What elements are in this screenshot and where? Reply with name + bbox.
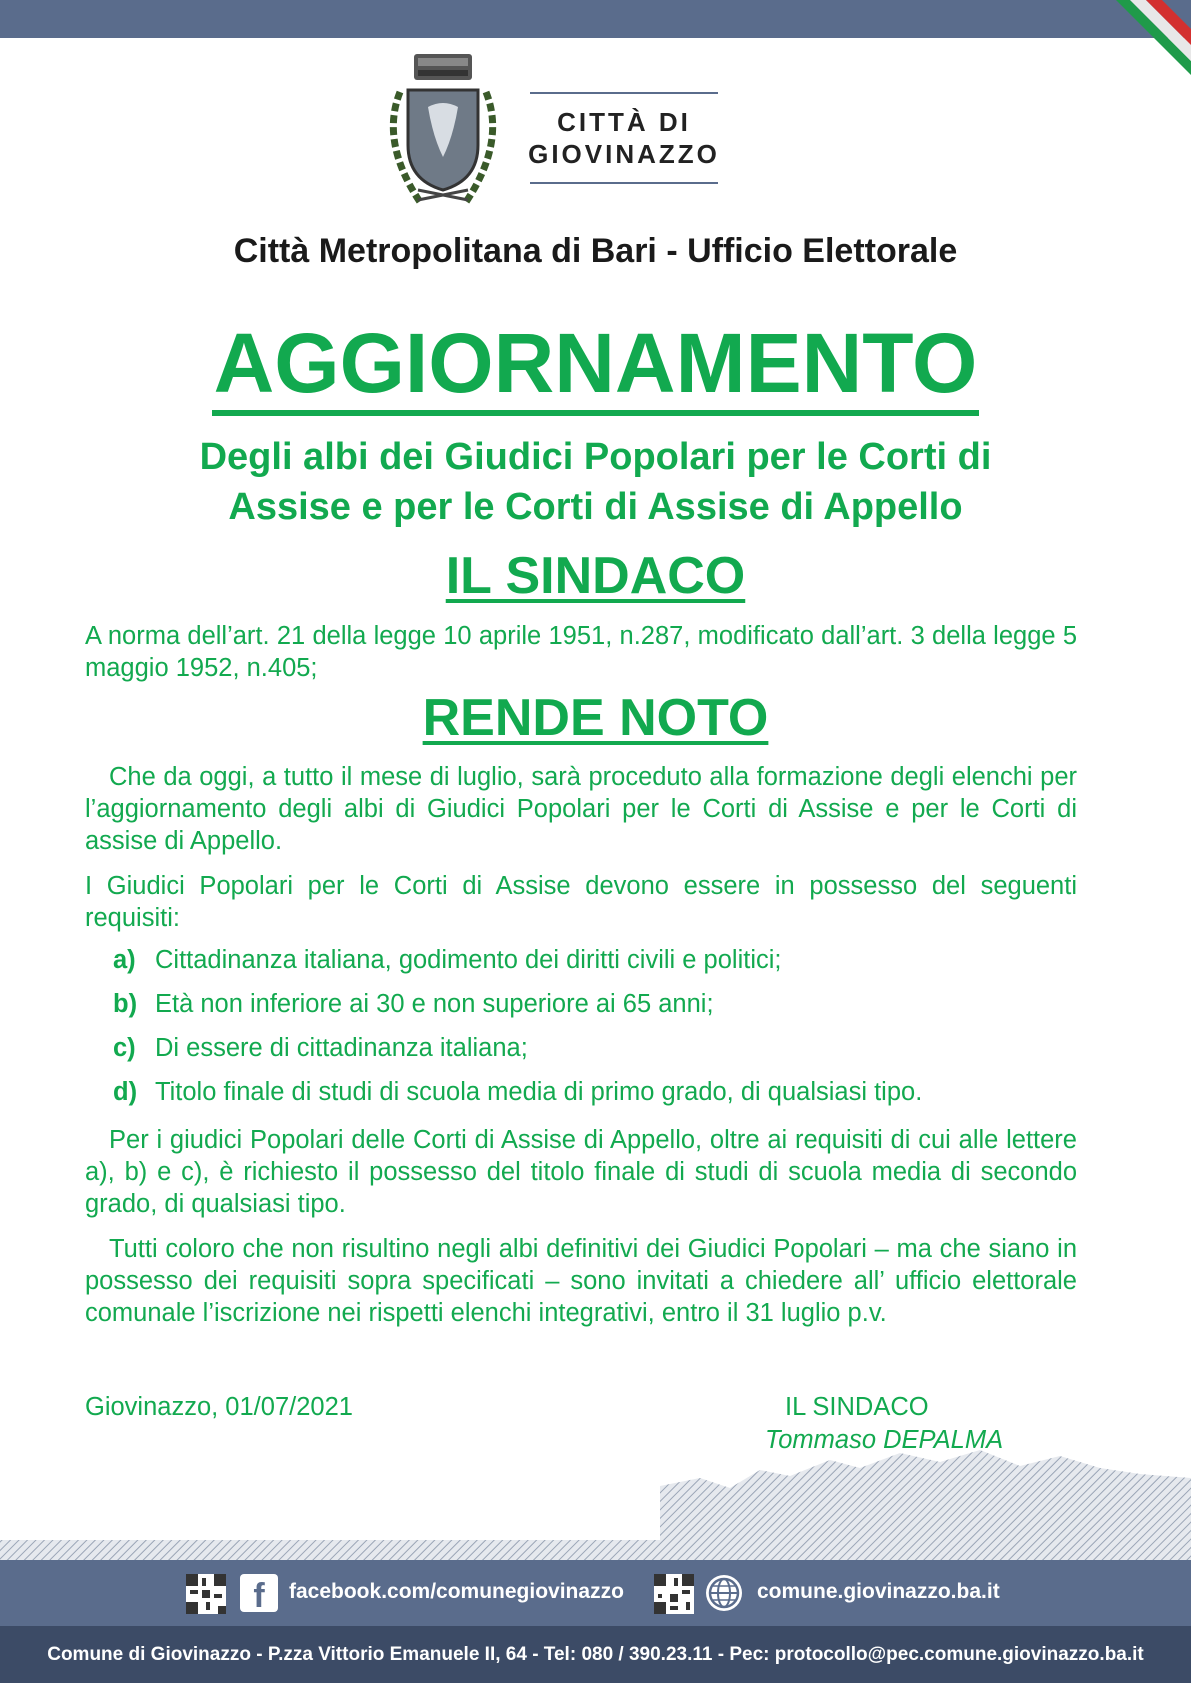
place-date: Giovinazzo, 01/07/2021: [85, 1393, 353, 1421]
crest-icon: [378, 52, 508, 212]
paragraph-1: Che da oggi, a tutto il mese di luglio, sarà proceduto alla formazione degli elenchi per l’aggiornamento degli albi di Giudici Popolari per le Corti di Assise e per le Corti di assise di Appello.: [85, 763, 1077, 855]
city-name-box: [530, 92, 718, 184]
paragraph-3: Per i giudici Popolari delle Corti di Assise di Appello, oltre ai requisiti di cui alle lettere a), b) e c), è richiesto il possesso del titolo finale di studi di scuola media di secondo grado, di qualsiasi tipo.: [85, 1126, 1077, 1218]
footer-address: Comune di Giovinazzo - P.zza Vittorio Emanuele II, 64 - Tel: 080 / 390.23.11 - Pec: protocollo@pec.comune.giovinazzo.ba.it: [47, 1643, 1144, 1665]
qr-code-icon: [654, 1574, 694, 1614]
signature-role: IL SINDACO: [785, 1393, 929, 1421]
signature-name: Tommaso DEPALMA: [765, 1426, 1004, 1454]
heading-notice-text: RENDE NOTO: [422, 689, 769, 747]
subtitle-line2: Assise e per le Corti di Assise di Appello: [228, 486, 963, 528]
globe-icon: [704, 1573, 744, 1613]
website-link[interactable]: comune.giovinazzo.ba.it: [757, 1580, 1000, 1603]
document-subtitle: [60, 432, 1131, 532]
subtitle-line1: Degli albi dei Giudici Popolari per le Corti di: [199, 436, 992, 478]
list-item-text: Età non inferiore ai 30 e non superiore ai 65 anni;: [155, 990, 714, 1018]
list-item: [113, 1034, 528, 1063]
document-title-text: AGGIORNAMENTO: [212, 316, 980, 416]
document-title: [0, 318, 1191, 408]
qr-code-icon: [186, 1574, 226, 1614]
footer-address-bar: [0, 1626, 1191, 1683]
list-item-letter: b): [113, 990, 138, 1018]
list-item: [113, 946, 781, 975]
list-item-letter: d): [113, 1078, 138, 1106]
heading-notice: [0, 688, 1191, 748]
legal-reference: A norma dell’art. 21 della legge 10 aprile 1951, n.287, modificato dall’art. 3 della legge 5 maggio 1952, n.405;: [85, 622, 1077, 682]
facebook-link[interactable]: facebook.com/comunegiovinazzo: [289, 1580, 624, 1603]
office-heading: Città Metropolitana di Bari - Ufficio Elettorale: [233, 232, 958, 270]
list-item-text: Di essere di cittadinanza italiana;: [155, 1034, 528, 1062]
city-name-line1: CITTÀ DI: [557, 107, 691, 137]
paragraph-2: I Giudici Popolari per le Corti di Assise devono essere in possesso del seguenti requisiti:: [85, 872, 1077, 932]
heading-mayor: [0, 546, 1191, 606]
list-item-text: Titolo finale di studi di scuola media di primo grado, di qualsiasi tipo.: [155, 1078, 923, 1106]
paragraph-4: Tutti coloro che non risultino negli albi definitivi dei Giudici Popolari – ma che siano in possesso dei requisiti sopra specificati – sono invitati a chiedere all’ ufficio elettorale comunale l’iscrizione nei rispetti elenchi integrativi, entro il 31 luglio p.v.: [85, 1235, 1077, 1327]
heading-mayor-text: IL SINDACO: [445, 547, 746, 605]
list-item-letter: c): [113, 1034, 136, 1062]
list-item-text: Cittadinanza italiana, godimento dei diritti civili e politici;: [155, 946, 782, 974]
list-item: [113, 1078, 922, 1107]
facebook-icon: f: [240, 1574, 278, 1612]
city-name-line2: GIOVINAZZO: [528, 139, 720, 169]
top-band: [0, 0, 1191, 38]
skyline-decoration: [0, 1448, 1191, 1560]
italian-flag-icon: [1096, 0, 1191, 95]
list-item: [113, 990, 714, 1019]
list-item-letter: a): [113, 946, 136, 974]
